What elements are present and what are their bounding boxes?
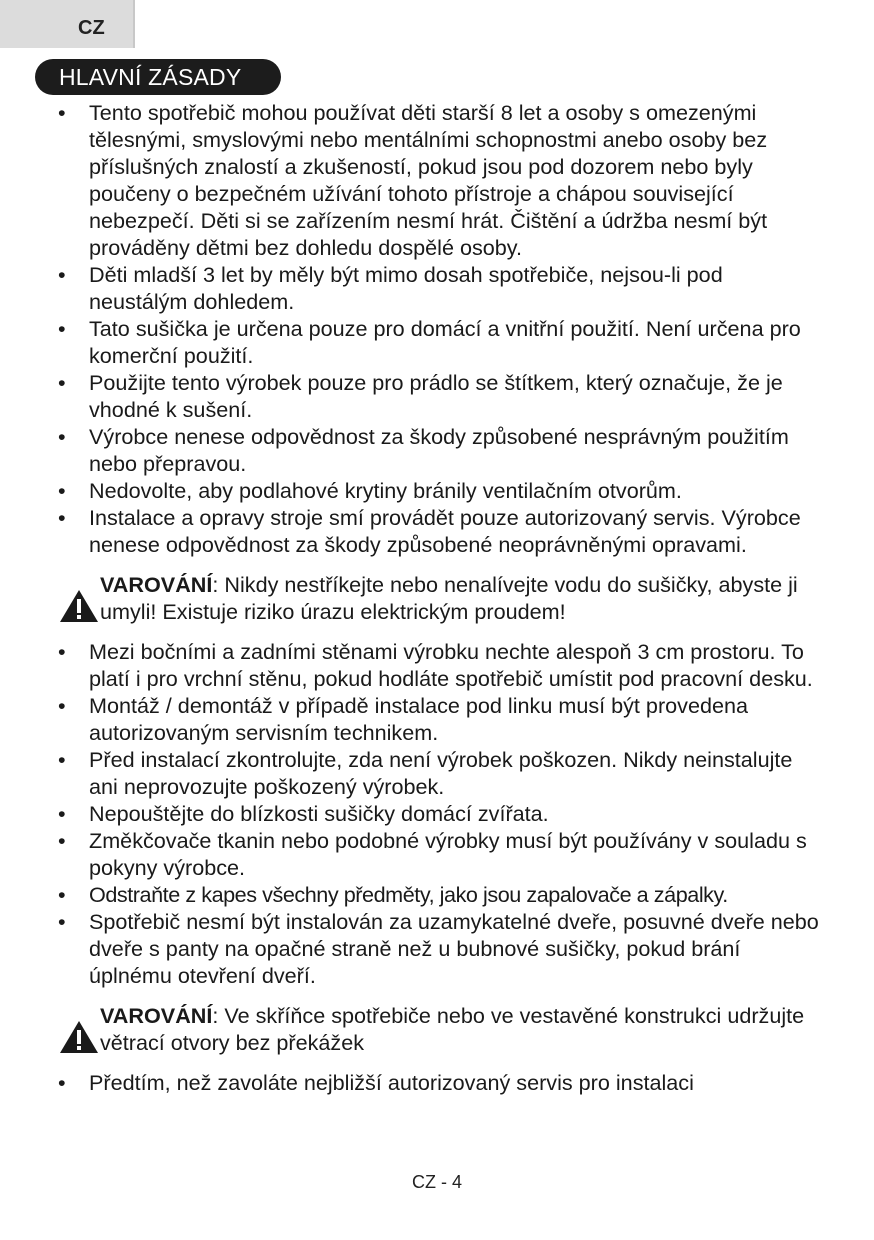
page-number: CZ - 4 [411, 1172, 462, 1192]
list-item: • Montáž / demontáž v případě instalace pod linku musí být provedena autorizovaným servisním technikem. [56, 692, 826, 746]
warning-block [56, 1002, 826, 1056]
bullet-list-service [56, 1069, 826, 1096]
warning-text: : Nikdy nestříkejte nebo nenalívejte vodu do sušičky, abyste ji umyli! Existuje riziko úrazu elektrickým proudem! [100, 572, 798, 624]
list-item: • Nedovolte, aby podlahové krytiny bránily ventilačním otvorům. [56, 477, 826, 504]
bullet-list-general [56, 99, 826, 558]
list-item: • Tento spotřebič mohou používat děti starší 8 let a osoby s omezenými tělesnými, smyslovými nebo mentálními schopnostmi anebo osoby bez příslušných znalostí a zkušeností, pokud jsou pod dozorem nebo byly poučeny o bezpečném užívání tohoto přístroje a chápou související nebezpečí. Děti si se zařízením nesmí hrát. Čištění a údržba nesmí být prováděny dětmi bez dohledu dospělé osoby. [56, 99, 826, 261]
language-tab: CZ [0, 0, 135, 48]
warning-label: VAROVÁNÍ [100, 572, 213, 597]
section-title: HLAVNÍ ZÁSADY [35, 59, 281, 95]
warning-triangle-icon [59, 1020, 99, 1054]
bullet-list-installation [56, 638, 826, 989]
warning-block [56, 571, 826, 625]
list-item: • Předtím, než zavoláte nejbližší autorizovaný servis pro instalaci [56, 1069, 826, 1096]
list-item: • Použijte tento výrobek pouze pro prádlo se štítkem, který označuje, že je vhodné k sušení. [56, 369, 826, 423]
list-item: • Výrobce nenese odpovědnost za škody způsobené nesprávným použitím nebo přepravou. [56, 423, 826, 477]
list-item: • Spotřebič nesmí být instalován za uzamykatelné dveře, posuvné dveře nebo dveře s panty na opačné straně než u bubnové sušičky, pokud brání úplnému otevření dveří. [56, 908, 826, 989]
list-item: • Instalace a opravy stroje smí provádět pouze autorizovaný servis. Výrobce nenese odpovědnost za škody způsobené neoprávněnými opravami. [56, 504, 826, 558]
list-item: • Odstraňte z kapes všechny předměty, jako jsou zapalovače a zápalky. [56, 881, 826, 908]
warning-text: : Ve skříňce spotřebiče nebo ve vestavěné konstrukci udržujte větrací otvory bez překážek [100, 1003, 805, 1055]
list-item: • Nepouštějte do blízkosti sušičky domácí zvířata. [56, 800, 826, 827]
warning-label: VAROVÁNÍ [100, 1003, 213, 1028]
list-item: • Mezi bočními a zadními stěnami výrobku nechte alespoň 3 cm prostoru. To platí i pro vrchní stěnu, pokud hodláte spotřebič umístit pod pracovní desku. [56, 638, 826, 692]
list-item: • Děti mladší 3 let by měly být mimo dosah spotřebiče, nejsou-li pod neustálým dohledem. [56, 261, 826, 315]
list-item: • Tato sušička je určena pouze pro domácí a vnitřní použití. Není určena pro komerční použití. [56, 315, 826, 369]
instructions-body [56, 99, 826, 1096]
warning-triangle-icon [59, 589, 99, 623]
list-item: • Změkčovače tkanin nebo podobné výrobky musí být používány v souladu s pokyny výrobce. [56, 827, 826, 881]
list-item: • Před instalací zkontrolujte, zda není výrobek poškozen. Nikdy neinstalujte ani neprovozujte poškozený výrobek. [56, 746, 826, 800]
